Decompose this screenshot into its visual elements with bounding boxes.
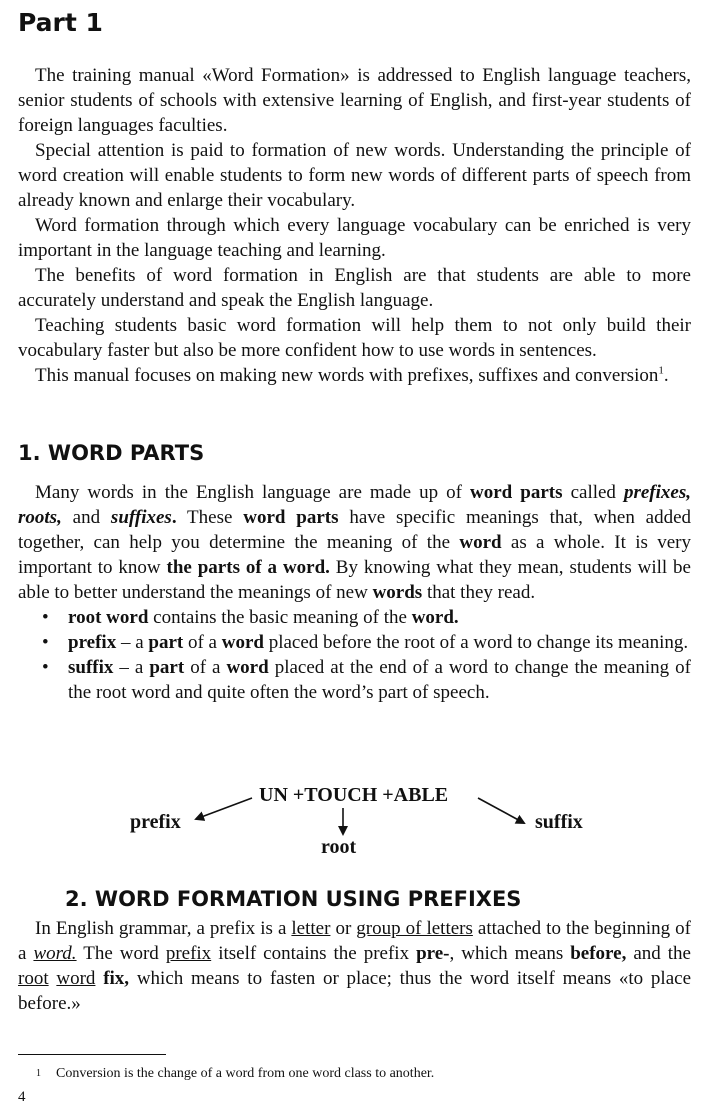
word-parts-section — [18, 480, 691, 705]
diagram-label-root: root — [321, 836, 357, 858]
arrow-to-prefix — [196, 798, 252, 819]
intro-paragraph: The training manual «Word Formation» is addressed to English language teachers, senior students of schools with extensive learning of English, and first-year students of foreign languages faculties. — [18, 65, 691, 136]
link-prefix[interactable]: prefix — [165, 943, 212, 964]
link-root[interactable]: root — [18, 968, 49, 989]
link-word-2[interactable]: word — [56, 968, 96, 989]
section-heading-word-parts: 1. WORD PARTS — [18, 441, 205, 465]
intro-paragraph: Word formation through which every language vocabulary can be enriched is very important in the language teaching and learning. — [18, 215, 691, 261]
word-parts-list — [18, 605, 691, 705]
intro-paragraph: Teaching students basic word formation will help them to not only build their vocabulary faster but also be more confident how to use words in sentences. — [18, 315, 691, 361]
footnote-divider — [18, 1054, 166, 1055]
footnote — [18, 1065, 688, 1083]
word-parts-diagram — [0, 780, 708, 870]
diagram-label-suffix: suffix — [535, 811, 583, 833]
intro-section — [18, 63, 691, 388]
list-item-suffix: • suffix – a part of a word placed at the end of a word to change the meaning of the root word and quite often the word’s part of speech. — [18, 655, 691, 705]
intro-paragraph: The benefits of word formation in English are that students are able to more accurately understand and speak the English language. — [18, 265, 691, 311]
diagram-label-prefix: prefix — [130, 811, 181, 833]
list-item-root: • root word contains the basic meaning of the word. — [18, 605, 691, 630]
arrow-to-suffix — [478, 798, 524, 823]
diagram-word: UN +TOUCH +ABLE — [259, 784, 449, 806]
link-letter[interactable]: letter — [291, 918, 331, 939]
list-item-prefix: • prefix – a part of a word placed before the root of a word to change its meaning. — [18, 630, 691, 655]
intro-paragraph: Special attention is paid to formation of new words. Understanding the principle of word creation will enable students to form new words of different parts of speech from already known and enlarge their vocabulary. — [18, 140, 691, 211]
page-title: Part 1 — [18, 8, 103, 37]
link-word[interactable]: word. — [33, 943, 77, 964]
footnote-ref[interactable]: 1 — [658, 364, 664, 377]
intro-paragraph: This manual focuses on making new words with prefixes, suffixes and conversion$^1$. — [35, 364, 669, 386]
footnote-text: Conversion is the change of a word from one word class to another. — [56, 1066, 435, 1081]
prefixes-section — [18, 916, 691, 1016]
word-parts-paragraph: Many words in the English language are made up of word parts called prefixes, roots, and suffixes. These word parts have specific meanings that, when added together, can help you determine the meaning of the word as a whole. It is very important to know the parts of a word. By knowing what they mean, students will be able to better understand the meanings of new words that they read. — [18, 482, 692, 603]
link-group-of-letters[interactable]: group of letters — [356, 918, 473, 939]
section-heading-prefixes: 2. WORD FORMATION USING PREFIXES — [65, 887, 522, 911]
footnote-mark: 1 — [36, 1068, 41, 1079]
prefixes-paragraph: In English grammar, a prefix is a letter or group of letters attached to the beginning of a word. The word prefix itself contains the prefix pre-, which means before, and the root word fix, which means to fasten or place; thus the word itself means «to place before.» — [18, 918, 692, 1014]
page-number: 4 — [18, 1089, 26, 1105]
